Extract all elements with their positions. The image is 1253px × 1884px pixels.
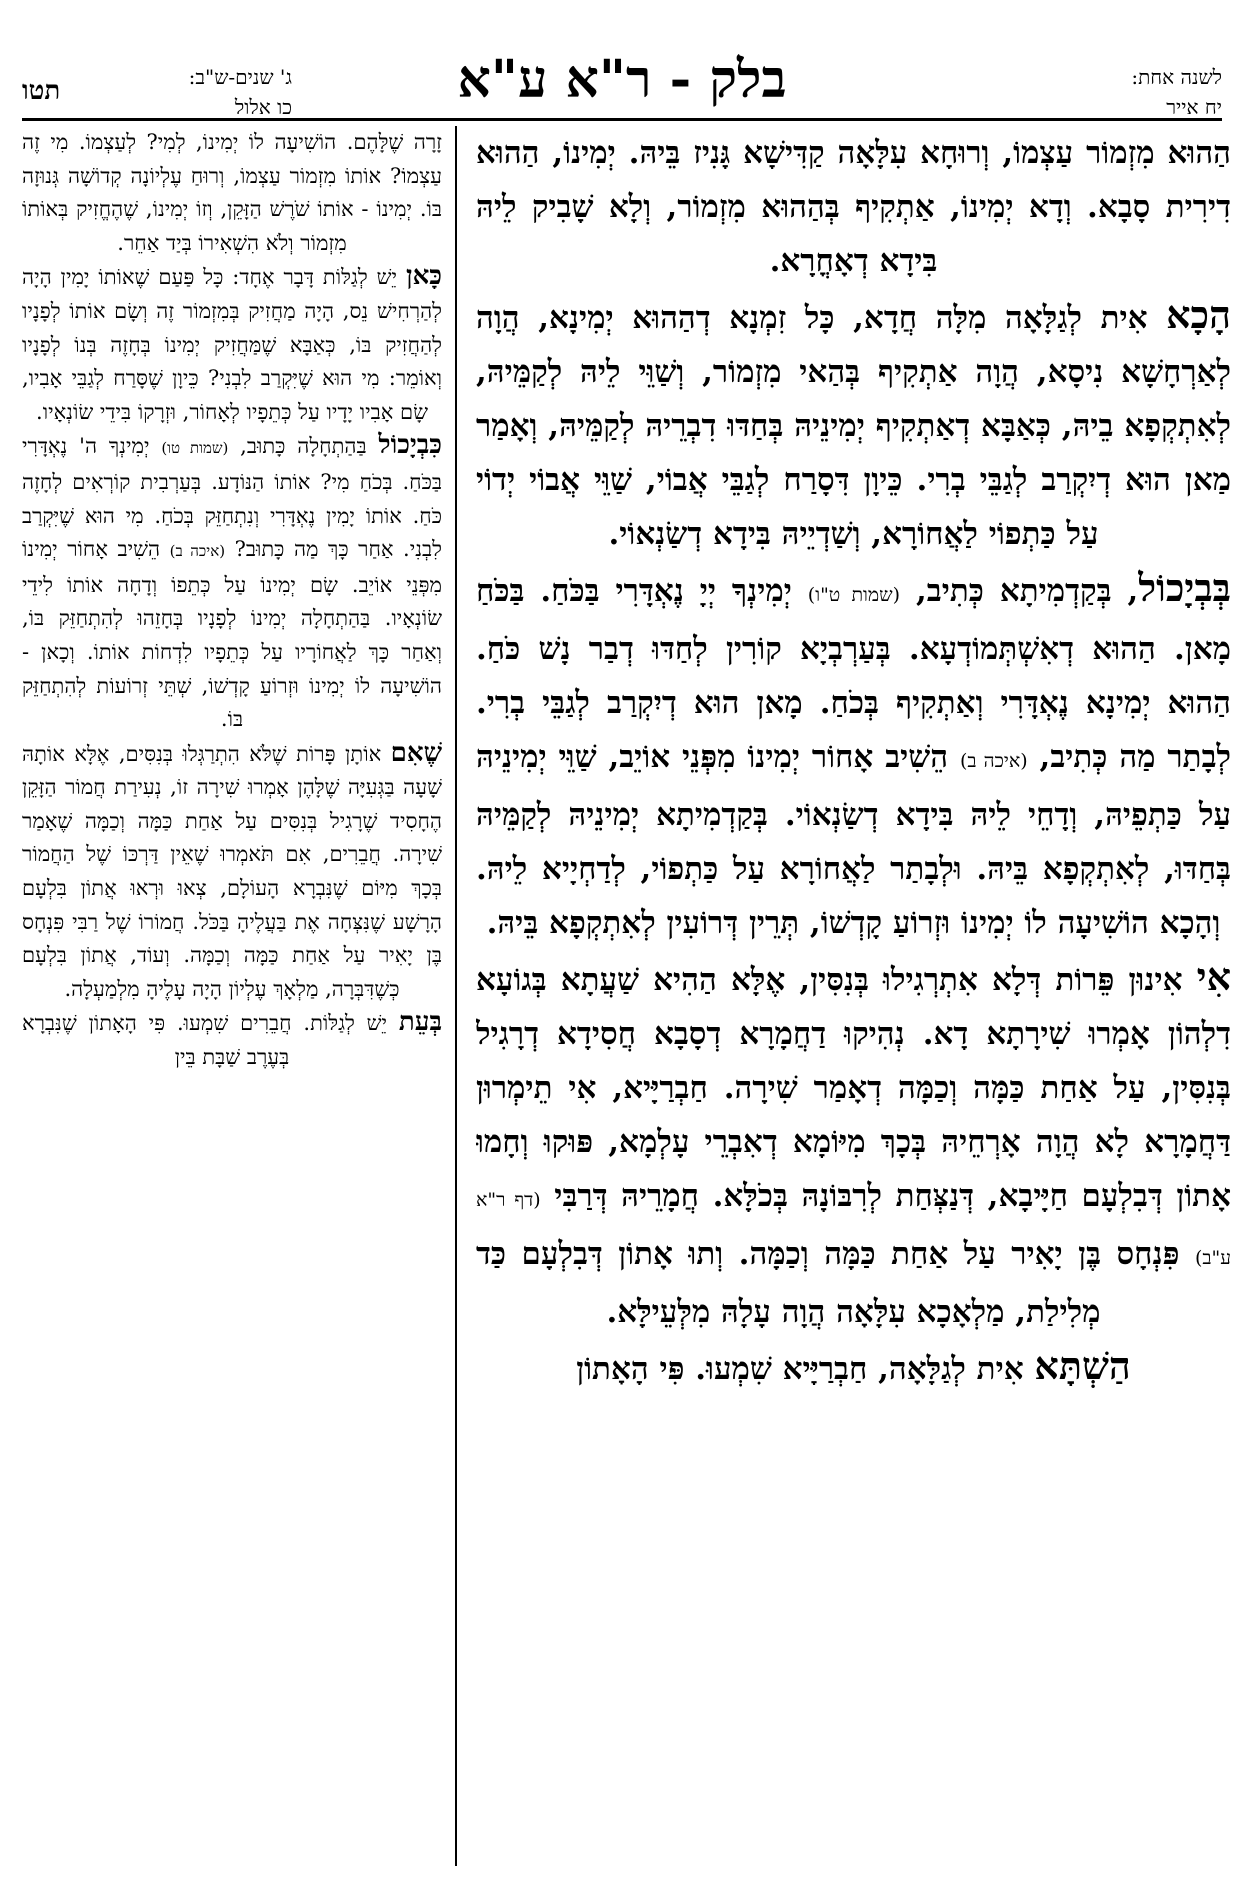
paragraph-lead-word: כָּאן (405, 261, 442, 292)
source-reference: (איכה ב) (959, 750, 1028, 772)
main-paragraph (476, 950, 1231, 1339)
main-text: פִּנְחָס בֶּן יָאִיר עַל אַחַת כַּמָּה וְכַמָּה. וְתוּ אָתוֹן דְּבִלְעָם כַּד מְלִילַת, מַלְאָכָא עִלָּאָה הֲוָה עָלָהּ מִלְּעֵילָּא. (476, 1236, 1195, 1330)
study-schedule-three-years (122, 62, 292, 122)
paragraph-lead-word: כִּבְיָכוֹל (378, 430, 442, 461)
page-number: תטו (22, 76, 61, 106)
main-text: הֵשִׁיב אָחוֹר יְמִינוֹ מִפְּנֵי אוֹיֵב, שַׁוֵּי יְמִינֵיהּ עַל כַּתְפֵיהּ, וְדָחֵי לֵיהּ בִּידָא דְשַׂנְאוֹי. בְּקַדְמִיתָא יְמִינֵיהּ לְקַמֵּיהּ בְּחַדּוּ, לְאִתְקְפָא בֵּיהּ. וּלְבָתַר לַאֲחוֹרָא עַל כַּתְפוֹי, לְדַחְיָיא לֵיהּ. וְהָכָא הוֹשִׁיעָה לוֹ יְמִינוֹ וּזְרוֹעַ קָדְשׁוֹ, תְּרֵין דְּרוֹעִין לְאִתְקְפָא בֵּיהּ. (476, 739, 1231, 941)
main-paragraph (476, 1339, 1231, 1396)
paragraph-lead-word: הָכָא (1166, 292, 1231, 337)
translation-text: הֵשִׁיב אָחוֹר יְמִינוֹ מִפְּנֵי אוֹיֵב. שָׂם יְמִינוֹ עַל כְּתֵפוֹ וְדָחָה אוֹתוֹ לִידֵי שׂוֹנְאָיו. בַּהַתְחָלָה יְמִינוֹ לְפָנָיו בְּחָזֵהוּ לְהִתְחַזֵּק בּוֹ, וְאַחַר כָּךְ לַאֲחוֹרָיו עַל כְּתֵפָיו לִדְחוֹת אוֹתוֹ. וְכָאן - הוֹשִׁיעָה לוֹ יְמִינוֹ וּזְרוֹעַ קָדְשׁוֹ, שְׁתֵּי זְרוֹעוֹת לְהִתְחַזֵּק בּוֹ. (22, 537, 442, 732)
source-reference: (איכה ב) (169, 542, 226, 561)
schedule-label: לשנה אחת: (1131, 65, 1222, 89)
source-reference: (שמות ט"ו) (807, 584, 901, 606)
translation-text: יֵשׁ לְגַלּוֹת דָּבָר אֶחָד: כָּל פַּעַם שֶׁאוֹתוֹ יָמִין הָיָה לְהַרְחִישׁ נֵס, הָיָה מַחֲזִיק בְּמִזְמוֹר זֶה וְשָׂם אוֹתוֹ לְפָנָיו לְהַחֲזִיק בּוֹ, כְּאַבָּא שֶׁמַּחֲזִיק יְמִינוֹ בְּחָזֶה בְּנוֹ לְפָנָיו וְאוֹמֵר: מִי הוּא שֶׁיִּקְרַב לִבְנִי? כֵּיוָן שֶׁסָּרַח לְגַבֵּי אָבִיו, שָׂם אָבִיו יָדָיו עַל כְּתֵפָיו לְאָחוֹר, וּזְרָקוֹ בִּידֵי שׂוֹנְאָיו. (22, 265, 442, 424)
schedule-date: יח אייר (1166, 95, 1222, 119)
source-reference: (שמות טו) (161, 439, 229, 458)
paragraph-lead-word: בְּבְיָכוֹל (1138, 565, 1231, 610)
paragraph-lead-word: הַשְׁתָּא (1034, 1343, 1131, 1388)
main-text: אִית לְגַלָּאָה מִלָּה חֲדָא, כָּל זִמְנָא דְהַהוּא יְמִינָא, הֲוָה לְאַרְחָשָׁא נִיסָא, הֲוָה אַתְקִיף בְּהַאי מִזְמוֹר, וְשַׁוֵּי לֵיהּ לְקַמֵּיהּ, לְאִתְקְפָא בֵיהּ, כְּאַבָּא דְאַתְקִיף יְמִינֵיהּ בְּחַדּוּ דִבְרֵיהּ לְקַמֵּיהּ, וְאָמַר מַאן הוּא דְיִקְרַב לְגַבֵּי בְרִי. כֵּיוָן דִּסָרַח לְגַבֵּי אֲבוֹי, שַׁוֵּי אֲבוֹי יְדוֹי עַל כַּתְפוֹי לַאֲחוֹרָא, וְשַׁדְיֵיהּ בִּידָא דְשַׂנְאוֹי. (476, 300, 1231, 552)
translation-paragraph (22, 737, 442, 1007)
translation-text: זָרָה שֶׁלָּהֶם. הוֹשִׁיעָה לוֹ יְמִינוֹ, לְמִי? לְעַצְמוֹ. מִי זֶה עַצְמוֹ? אוֹתוֹ מִזְמוֹר עַצְמוֹ, וְרוּחַ עֶלְיוֹנָה קְדוֹשָׁה גְּנוּזָה בּוֹ. יְמִינוֹ - אוֹתוֹ שֹׁרֶשׁ הַזָּקֵן, וְזוֹ יְמִינוֹ, שֶׁהֶחֱזִיק בְּאוֹתוֹ מִזְמוֹר וְלֹא הִשְׁאִירוֹ בְּיַד אַחֵר. (22, 130, 442, 255)
main-paragraph (476, 561, 1231, 950)
page-title: בלק - ר"א ע"א (457, 49, 787, 110)
main-text: אִינוּן פֵּרוֹת דְּלָא אִתְרְגִילוּ בְּנִסִּין, אֶלָּא הַהִיא שַׁעֲתָא בְּגוֹעָא דִלְהוֹן אָמְרוּ שִׁירָתָא דָא. נְהִיקוּ דַחֲמָרָא דְסָבָא חֲסִידָא דְרָגִיל בְּנִסִּין, עַל אַחַת כַּמָּה וְכַמָּה דְאָמַר שִׁירָה. חַבְרַיָּיא, אִי תֵימְרוּן דַּחֲמָרָא לָא הֲוָה אָרְחֵיהּ בְּכָךְ מִיּוֹמָא דְאִבְרֵי עָלְמָא, פּוּקוּ וְחָמוּ אָתוֹן דְּבִלְעָם חַיָּיבָא, דְּנַצְּחַת לְרִבּוֹנָהּ בְּכֹלָּא. חֲמָרֵיהּ דְּרַבִּי (476, 962, 1231, 1214)
translation-text: יֵשׁ לְגַלּוֹת. חֲבֵרִים שִׁמְעוּ. פִּי הָאָתוֹן שֶׁנִּבְרָא בְּעֶרֶב שַׁבָּת בֵּין (22, 1011, 399, 1070)
translation-paragraph (22, 429, 442, 736)
column-divider (455, 126, 457, 1866)
main-text: אִית לְגַלָּאָה, חַבְרַיָּיא שִׁמְעוּ. פִּי הָאָתוֹן (576, 1351, 1035, 1387)
translation-column (22, 126, 442, 1866)
schedule-label: ג' שנים-ש"ב: (188, 65, 292, 89)
main-text-column (476, 126, 1231, 1866)
translation-text: בַּהַתְחָלָה כָּתוּב, (228, 434, 379, 459)
paragraph-lead-word: שֶׁאִם (390, 737, 442, 768)
main-text: , בְּקַדְמִיתָא כְּתִיב, (900, 573, 1139, 609)
main-text: הַהוּא מִזְמוֹר עַצְמוֹ, וְרוּחָא עִלָּאָה קַדִּישָׁא גָּנִיז בֵּיהּ. יְמִינוֹ, הַהוּא דִירִית סָבָא. וְדָא יְמִינוֹ, אַתְקִיף בְּהַהוּא מִזְמוֹר, וְלָא שָׁבִיק לֵיהּ בִּידָא דְאָחֳרָא. (476, 135, 1231, 279)
translation-text: יְמִינְךָ ה' נֶאְדָּרִי בַּכֹּחַ. בְּכֹחַ מִי? אוֹתוֹ הַנּוֹדָע. בְּעַרְבִית קוֹרְאִים לְחָזֶה כֹּחַ. אוֹתוֹ יָמִין נֶאְדָּרִי וְנִתְחַזֵּק בְּכֹחַ. מִי הוּא שֶׁיִּקְרַב לִבְנִי. אַחַר כָּךְ מַה כָּתוּב? (22, 434, 442, 562)
main-paragraph (476, 288, 1231, 561)
header-divider (22, 118, 1222, 121)
study-schedule-one-year (1131, 62, 1222, 122)
translation-paragraph (22, 126, 442, 260)
main-text: יְמִינְךָ יְיָ נֶאְדָּרִי בַּכֹּחַ. בַּכֹּחַ מָאן. הַהוּא דְאִשְׁתְּמוֹדְעָא. בְּעַרְבְיָא קוֹרִין לְחַדּוּ דְבַר נָשׁ כֹּחַ. הַהוּא יְמִינָא נֶאְדָּרִי וְאַתְקִיף בְּכֹחַ. מָאן הוּא דְיִקְרַב לְגַבֵּי בְרִי. לְבָתַר מַה כְּתִיב, (476, 573, 1231, 775)
translation-paragraph (22, 260, 442, 429)
translation-paragraph (22, 1006, 442, 1074)
paragraph-lead-word: בְּעֵת (398, 1007, 442, 1038)
main-paragraph (476, 126, 1231, 288)
source-reference: (דף ר"א ע"ב) (476, 1189, 1231, 1269)
schedule-date: כו אלול (234, 95, 292, 119)
paragraph-lead-word: אִי (1196, 954, 1231, 999)
page-header (22, 40, 1222, 120)
translation-text: אוֹתָן פָּרוֹת שֶׁלֹּא הִתְרַגְּלוּ בְּנִסִּים, אֶלָּא אוֹתָהּ שָׁעָה בַּגְּעִיָּה שֶׁלָּהֶן אָמְרוּ שִׁירָה זוֹ, נְעִירַת חֲמוֹר הַזָּקֵן הֶחָסִיד שֶׁרָגִיל בְּנִסִּים עַל אַחַת כַּמָּה וְכַמָּה שֶׁאָמַר שִׁירָה. חֲבֵרִים, אִם תֹּאמְרוּ שֶׁאֵין דַּרְכּוֹ שֶׁל הַחֲמוֹר בְּכָךְ מִיּוֹם שֶׁנִּבְרָא הָעוֹלָם, צְאוּ וּרְאוּ אֲתוֹן בִּלְעָם הָרָשָׁע שֶׁנִּצְּחָה אֶת בַּעֲלֶיהָ בַּכֹּל. חֲמוֹרוֹ שֶׁל רַבִּי פִּנְחָס בֶּן יָאִיר עַל אַחַת כַּמָּה וְכַמָּה. וְעוֹד, אֲתוֹן בִּלְעָם כְּשֶׁדִּבְּרָה, מַלְאָךְ עֶלְיוֹן הָיָה עָלֶיהָ מִלְמַעְלָה. (22, 741, 442, 1001)
